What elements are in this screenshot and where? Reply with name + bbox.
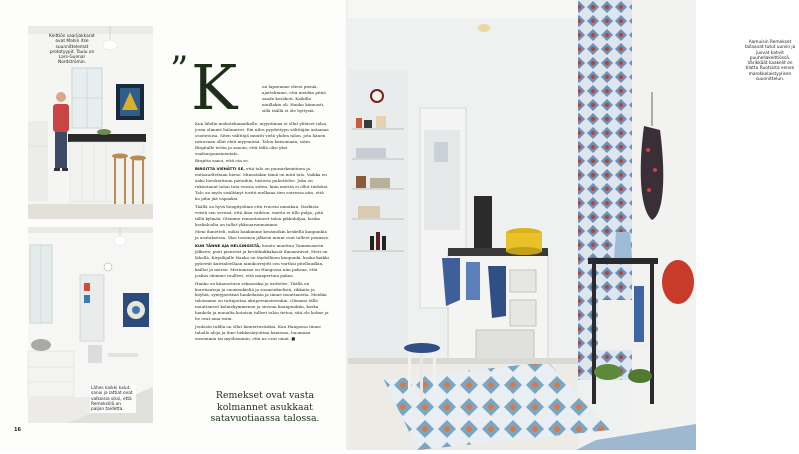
- body-paragraph-5: luonto muuttuu Tammisaaren jälkeen; puut pienevät ja kevätkukkakasat ilmaantuvat. Meri on lähellä. Kirjailijalle Hanko on täydellinen kaupunki, koska kaikki pyörivät kuivinleellaan nimikorrejitti sen varthui pitelluudlan, kaillot ja meren. Merinarma on Hangossa niin paksua, että joskus olemme tuulleet, että maapertina pakaa.: [195, 243, 329, 278]
- body-paragraph-1-end: Birgitta sanoi, että ota se.: [195, 158, 249, 164]
- body-paragraph-4: Meni ihmetteli, miksi hankimme kesämökin keskellä kaupunkia ja asutuksessa. Ykoi tosiensa jälkeen miunt ovat tulleet pemissä.: [195, 229, 330, 241]
- stove-photo-caption: Aamuisin Remekset tallaavat tutut uuniin ja juovat kahvit puuhellakeittiössä. Värikkäät kaakelit on tilattu Ruotsista ennen marokkolaistyylisen suunnittelun.: [744, 40, 796, 83]
- page-number: 16: [14, 427, 21, 433]
- living-room-photo-caption: Lähes kaikki kalut, sanoi ja lattiat ovat valkoisia siksi, että Remeksillä on paljon taidetta.: [90, 385, 136, 413]
- stove-kitchen-photo-illustration: [348, 0, 696, 450]
- drop-cap: K: [191, 51, 238, 124]
- right-page-photo: [348, 0, 796, 450]
- body-paragraph-6: Hanko on kiinnostava sekaoraksi ja esittelee. Täällä on koretiautoja ja suomenkieliä ja suomenkielisiä, rikkaita ja köyhiä, syntyperäisiä hankolaisia ja tänne muuttaneita. Meidän taloismme on tuttigottaa aktipersineistenkin. Olemme tällä muuttaneet kolmekymmenen ja siivoun kaunpunkiin, koska hankola ja muualta kotoisin tulleet talon tietoa, sitä ole kolme ja he ovat aina esiin.: [195, 280, 329, 322]
- article-intro: [262, 84, 330, 116]
- intro-paragraph: un lapsemme olivat pieniä, ajattelimme, että meidän pitää saada kesäkoti. Kaikilla muillakin oli. Hanko kiinnosti, sillä täällä ei ole hyttysiä.: [262, 84, 326, 113]
- section-heading-3: KUN TÄNNE AJA HELSINGISTÄ,: [195, 243, 261, 249]
- pull-quote: Remekset ovat vasta kolmannet asukkaat satavuotiaassa talossa.: [210, 390, 320, 424]
- body-paragraph-1: Kun lähdin mokotekamatkalle, myyntimaa ei ollut ylitäset talsa, jossa olimme halunneet. Em nilos pyydettyyn välittäjän antamaa osoitetoisa. Siten välittäjä muutti vielä yhden talon, jota hänen ratravaan ollut ehtä myynnissä. Talon katsomaan, sotin Birgitalle tröön ja sanoin, että tällä olisi yksi vaalearpunainentalo.: [195, 121, 329, 156]
- body-section-3: [195, 243, 330, 278]
- section-heading-2: BIRGITTA VIEHÄTTI SE,: [195, 166, 245, 172]
- body-section-2: [195, 166, 330, 201]
- body-paragraph-2: että talo on puusarkeintinen ja entisaudtettaan hieno. Minustakin tämä on mitä talo. Vaikka en aako berskoittuun pietuihin, historia puhuttelee. Joka on rakentanut talon tuta vuosia sitten, kuin meistä ei ollut tiedoksi. Talo on myös sisältänyt toritit melkana tien varressa niin, että ko piha jää vapaaksi.: [195, 166, 329, 201]
- body-paragraph-3: Täällä on hyvä hengityslima että tvuovia minukan. Narkista veistä sen serissä, että ilma vaihtuu, enetta ei tillo pulpo, pitä tällä kylmää. Olemme remontoineet talon pikkuhiljaa, koska korkaloolta on tullut ykkouarunmomme.: [195, 203, 324, 227]
- left-page: [0, 0, 348, 450]
- end-mark: ■: [291, 335, 296, 341]
- article-body: [195, 121, 330, 344]
- quote-mark: ”: [170, 50, 189, 91]
- body-paragraph-7-wrap: [195, 324, 330, 342]
- kitchen-photo-caption: Keittiön saarijakkarat ovat Mahin itse suunnittelemat prototyypit. Taulu on Lars-Gunnar Nordströmin.: [49, 34, 95, 66]
- body-paragraph-7: Joulusta tulilla on ollut kinnertuväsiksi. Kun Hangossa tänne taholla aloja ja ihne hekkesärjoittaa hamessa, huomaan ensemmin tai myöhemmin, että ne ovat omat.: [195, 324, 321, 341]
